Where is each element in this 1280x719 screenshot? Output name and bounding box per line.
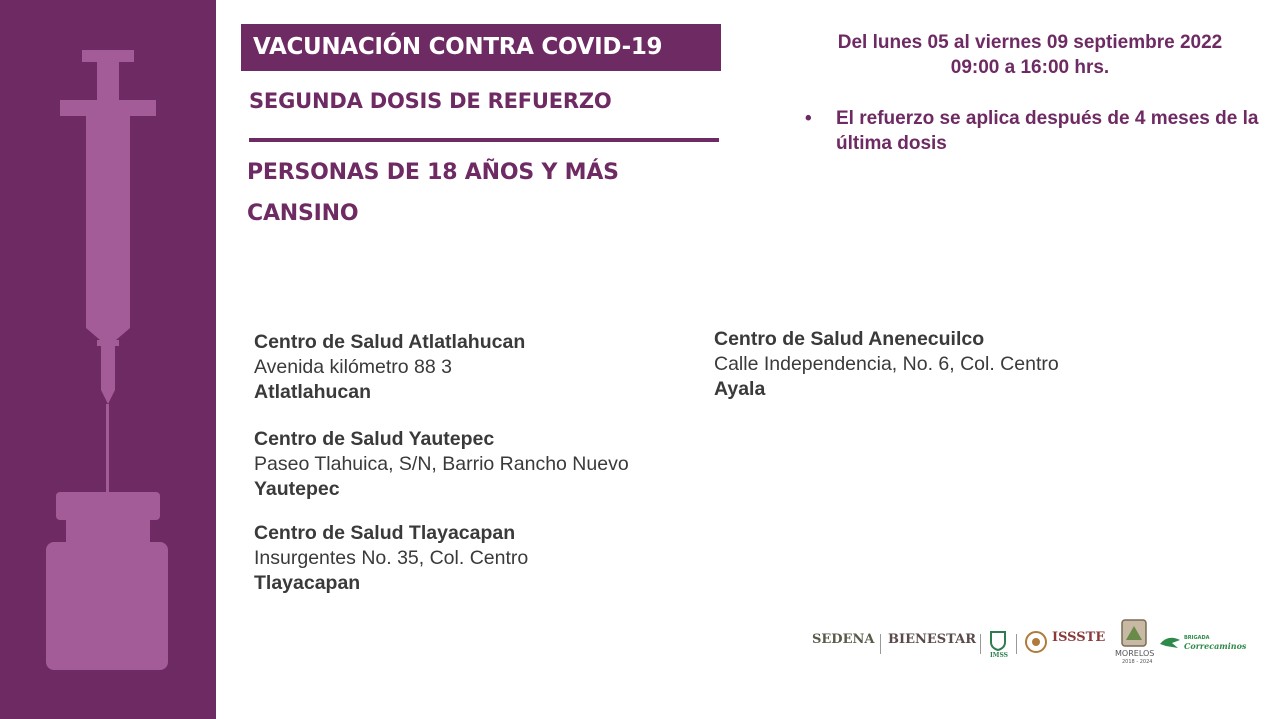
morelos-shield-icon bbox=[1120, 618, 1148, 648]
vial-cap bbox=[56, 492, 160, 520]
center-town: Tlayacapan bbox=[254, 572, 361, 594]
bienestar-logo: BIENESTAR bbox=[888, 632, 977, 647]
center-address: Paseo Tlahuica, S/N, Barrio Rancho Nuevo bbox=[254, 453, 629, 475]
institution-logos bbox=[808, 616, 1247, 666]
vial-body bbox=[46, 542, 168, 670]
center-address: Insurgentes No. 35, Col. Centro bbox=[254, 547, 529, 569]
decorative-side-panel bbox=[0, 0, 216, 719]
center-town: Ayala bbox=[714, 378, 766, 400]
schedule-block bbox=[790, 30, 1270, 80]
syringe-plunger-cap bbox=[82, 50, 134, 62]
note-bullet: • bbox=[805, 108, 812, 129]
center-name: Centro de Salud Atlatlahucan bbox=[254, 331, 526, 353]
syringe-hub bbox=[97, 340, 119, 346]
center-town: Yautepec bbox=[254, 478, 340, 500]
syringe-needle bbox=[106, 404, 109, 492]
center-address: Calle Independencia, No. 6, Col. Centro bbox=[714, 353, 1059, 375]
center-address: Avenida kilómetro 88 3 bbox=[254, 356, 453, 378]
morelos-logo: MORELOS bbox=[1115, 649, 1155, 658]
syringe-hub-body bbox=[101, 346, 115, 390]
logo-separator bbox=[1016, 634, 1017, 654]
vaccine-brand: CANSINO bbox=[247, 201, 359, 226]
brigada-label: BRIGADA bbox=[1184, 635, 1210, 641]
target-audience: PERSONAS DE 18 AÑOS Y MÁS bbox=[247, 160, 619, 185]
health-center-atlatlahucan bbox=[254, 330, 525, 405]
syringe-flange bbox=[60, 100, 156, 116]
health-center-anenecuilco bbox=[714, 327, 1059, 402]
syringe-barrel-tip bbox=[86, 328, 130, 340]
dose-subtitle: SEGUNDA DOSIS DE REFUERZO bbox=[249, 89, 612, 113]
note-text: El refuerzo se aplica después de 4 meses de la última dosis bbox=[836, 108, 1259, 154]
booster-note bbox=[805, 106, 1275, 156]
campaign-title: VACUNACIÓN CONTRA COVID-19 bbox=[241, 24, 721, 71]
issste-emblem-icon bbox=[1024, 630, 1048, 654]
syringe-vial-illustration bbox=[0, 0, 216, 719]
syringe-plunger-rod bbox=[97, 62, 119, 100]
sedena-logo: SEDENA bbox=[812, 632, 875, 647]
center-name: Centro de Salud Tlayacapan bbox=[254, 522, 516, 544]
title-divider bbox=[249, 138, 719, 142]
imss-emblem-icon bbox=[988, 630, 1008, 652]
issste-logo: ISSSTE bbox=[1052, 630, 1106, 645]
syringe-hub-tip bbox=[101, 390, 115, 404]
logo-separator bbox=[980, 634, 981, 654]
center-name: Centro de Salud Yautepec bbox=[254, 428, 495, 450]
center-name: Centro de Salud Anenecuilco bbox=[714, 328, 985, 350]
schedule-dates: Del lunes 05 al viernes 09 septiembre 2022 bbox=[837, 32, 1223, 53]
syringe-barrel bbox=[86, 116, 130, 328]
schedule-hours: 09:00 a 16:00 hrs. bbox=[950, 57, 1110, 78]
correcaminos-bird-icon bbox=[1158, 634, 1182, 650]
vial-neck bbox=[66, 520, 150, 542]
morelos-years: 2018 - 2024 bbox=[1122, 659, 1153, 665]
center-town: Atlatlahucan bbox=[254, 381, 372, 403]
imss-logo: IMSS bbox=[990, 652, 1008, 659]
health-center-yautepec bbox=[254, 427, 629, 502]
logo-separator bbox=[880, 634, 881, 654]
health-center-tlayacapan bbox=[254, 521, 528, 596]
correcaminos-logo: Correcaminos bbox=[1184, 641, 1247, 651]
